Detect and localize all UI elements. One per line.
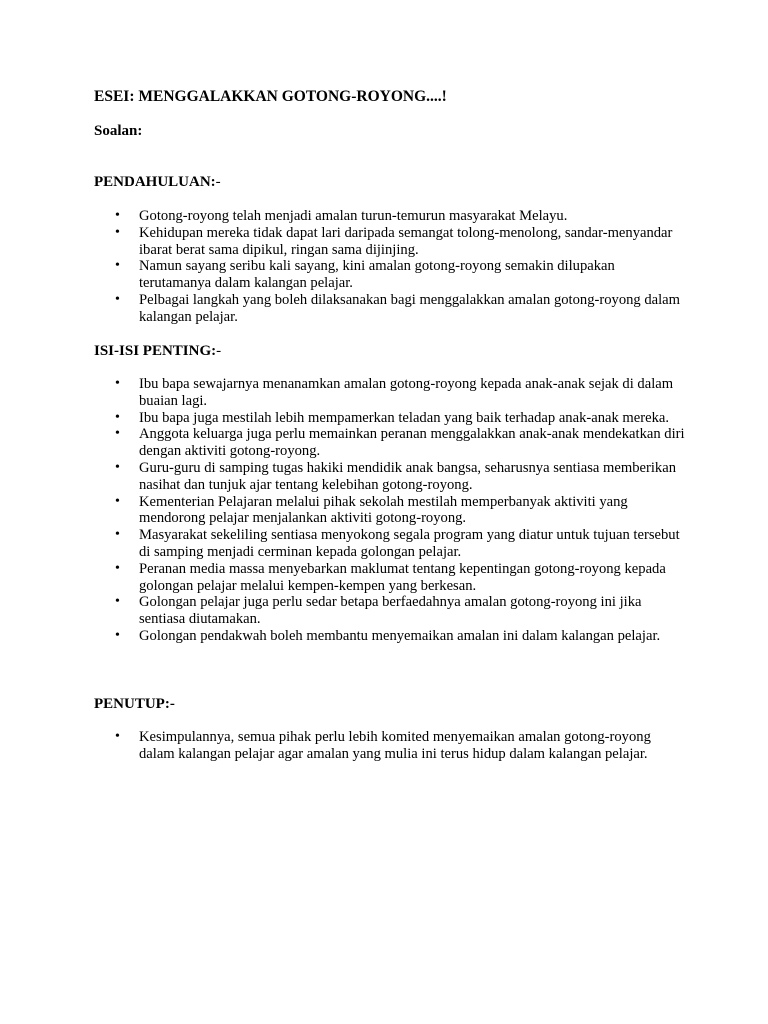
list-item-text: Pelbagai langkah yang boleh dilaksanakan bagi menggalakkan amalan gotong-royong dalam kalangan pelajar. xyxy=(139,291,681,325)
list-item-text: Kementerian Pelajaran melalui pihak sekolah mestilah memperbanyak aktiviti yang mendorong pelajar menjalankan aktiviti gotong-royong. xyxy=(139,493,628,527)
list-item xyxy=(0,376,685,410)
bullet-icon: • xyxy=(115,376,120,391)
list-item xyxy=(0,258,685,292)
list-item-text: Peranan media massa menyebarkan maklumat tentang kepentingan gotong-royong kepada golongan pelajar melalui kempen-kempen yang berkesan. xyxy=(139,560,666,594)
list-item-text: Kehidupan mereka tidak dapat lari daripada semangat tolong-menolong, sandar-menyandar ibarat berat sama dipikul, ringan sama dijinjing. xyxy=(139,224,673,258)
bullet-icon: • xyxy=(115,224,120,240)
bullet-icon: • xyxy=(115,208,120,223)
section-heading-text: PENUTUP: xyxy=(94,696,170,712)
list-item-text: Masyarakat sekeliling sentiasa menyokong segala program yang diatur untuk tujuan tersebut di samping menjadi cerminan kepada golongan pelajar. xyxy=(139,527,680,560)
bullet-icon: • xyxy=(115,459,120,475)
bullet-icon: • xyxy=(115,527,120,543)
list-item xyxy=(0,527,685,561)
bullet-icon: • xyxy=(115,594,120,610)
list-item xyxy=(0,494,685,528)
list-item xyxy=(0,225,685,259)
isi-isi-penting-list xyxy=(0,376,685,645)
section-heading-text: ISI-ISI PENTING: xyxy=(94,343,217,359)
bullet-icon: • xyxy=(115,560,120,576)
list-item-text: Ibu bapa juga mestilah lebih mempamerkan teladan yang baik terhadap anak-anak mereka. xyxy=(139,409,670,426)
bullet-icon: • xyxy=(115,627,120,643)
list-item xyxy=(0,292,685,326)
section-heading-suffix: - xyxy=(215,174,221,190)
list-item-text: Kesimpulannya, semua pihak perlu lebih komited menyemaikan amalan gotong-royong dalam kalangan pelajar agar amalan yang mulia ini terus hidup dalam kalangan pelajar. xyxy=(139,729,651,762)
bullet-icon: • xyxy=(115,258,120,274)
list-item xyxy=(0,426,685,460)
list-item xyxy=(0,594,685,628)
section-heading-suffix: - xyxy=(216,343,222,359)
section-heading-text: PENDAHULUAN: xyxy=(94,174,216,190)
section-heading-penutup xyxy=(94,696,175,713)
bullet-icon: • xyxy=(115,291,120,307)
list-item xyxy=(0,561,685,595)
list-item-text: Guru-guru di samping tugas hakiki mendidik anak bangsa, seharusnya sentiasa memberikan nasihat dan tunjuk ajar tentang kelebihan gotong-royong. xyxy=(139,459,676,493)
document-title: ESEI: MENGGALAKKAN GOTONG-ROYONG....! xyxy=(94,88,447,105)
list-item xyxy=(0,410,685,427)
list-item-text: Anggota keluarga juga perlu memainkan peranan menggalakkan anak-anak mendekatkan diri dengan aktiviti gotong-royong. xyxy=(139,426,685,460)
list-item xyxy=(0,628,685,645)
bullet-icon: • xyxy=(115,409,120,425)
bullet-icon: • xyxy=(115,493,120,509)
pendahuluan-list xyxy=(0,208,685,326)
list-item-text: Golongan pendakwah boleh membantu menyemaikan amalan ini dalam kalangan pelajar. xyxy=(139,627,661,644)
section-heading-suffix: - xyxy=(169,696,175,712)
bullet-icon: • xyxy=(115,729,120,744)
penutup-list xyxy=(0,729,685,763)
list-item-text: Namun sayang seribu kali sayang, kini amalan gotong-royong semakin dilupakan terutamanya dalam kalangan pelajar. xyxy=(139,258,615,292)
section-heading-pendahuluan xyxy=(94,174,221,191)
section-heading-isi-isi-penting xyxy=(94,343,221,360)
list-item-text: Gotong-royong telah menjadi amalan turun-temurun masyarakat Melayu. xyxy=(139,208,568,224)
list-item-text: Golongan pelajar juga perlu sedar betapa berfaedahnya amalan gotong-royong ini jika sentiasa diutamakan. xyxy=(139,594,642,628)
list-item xyxy=(0,729,685,763)
soalan-label: Soalan: xyxy=(94,123,143,139)
list-item xyxy=(0,208,685,225)
list-item-text: Ibu bapa sewajarnya menanamkan amalan gotong-royong kepada anak-anak sejak di dalam buaian lagi. xyxy=(139,376,674,409)
list-item xyxy=(0,460,685,494)
bullet-icon: • xyxy=(115,426,120,442)
